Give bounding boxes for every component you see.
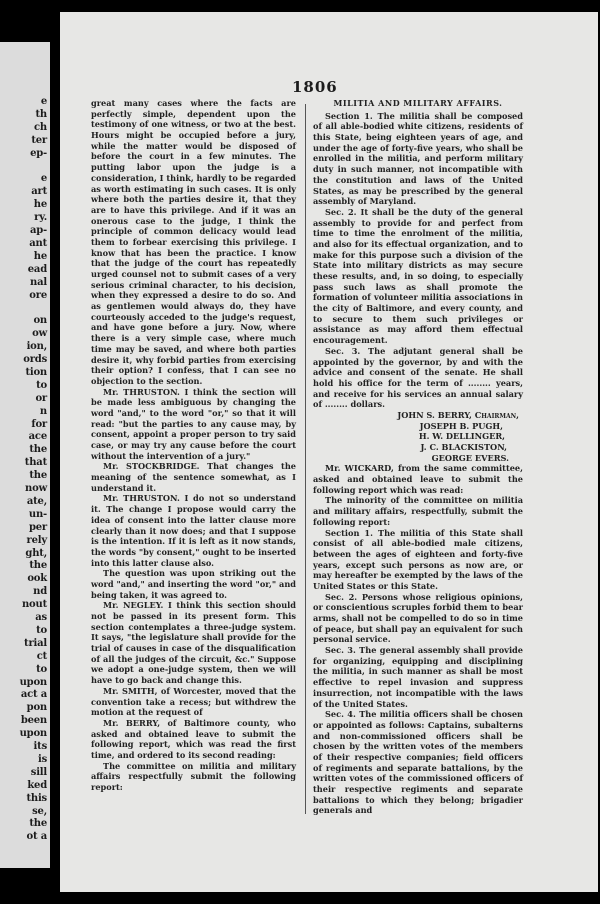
book-gutter bbox=[50, 0, 60, 904]
margin-fragment: he bbox=[33, 199, 47, 211]
column-divider bbox=[305, 104, 306, 814]
margin-fragment: the bbox=[29, 560, 47, 572]
page-number: 1806 bbox=[292, 78, 338, 96]
margin-fragment: now bbox=[25, 483, 47, 494]
right-text-column bbox=[313, 98, 523, 816]
margin-fragment: act a bbox=[20, 689, 47, 701]
paragraph: Mr. THRUSTON. I do not so understand it. The change I propose would carry the idea of consent into the latter clause more clearly than it now does; and that I suppose is the intention. If it is left as it now stands, the words "by consent," ought to be inserted into this latter clause also. bbox=[91, 493, 296, 568]
paragraph: great many cases where the facts are perfectly simple, dependent upon the testimony of one witness, or two at the best. Hours might be occupied before a jury, while the matter would be disposed of before the court in a few minutes. The putting labor upon the judge is a consideration, I think, hardly to be regarded as worth estimating in such cases. It is only where both the parties desire it, that they are to have this privilege. And if it was an onerous case to the judge, I think the principle of common delicacy would lead them to forbear exercising this privilege. I know that has been the practice. I know that the judge of the court has repeatedly urged counsel not to submit cases of a very serious criminal character, to his decision, when they expressed a desire to do so. And as gentlemen would always do, they have courteously acceded to the judge's request, and have gone before a jury. Now, where there is a very simple case, where much time may be saved, and where both parties desire it, why forbid parties from exercising their option? I confess, that I can see no objection to the section. bbox=[91, 98, 296, 386]
margin-fragment: to bbox=[36, 663, 47, 675]
margin-fragment: th bbox=[35, 108, 47, 120]
paragraph: Sec. 2. Persons whose religious opinions, or conscientious scruples forbid them to bear arms, shall not be compelled to do so in time of peace, but shall pay an equivalent for such personal service. bbox=[313, 591, 523, 645]
paragraph: Sec. 3. The adjutant general shall be appointed by the governor, by and with the advice and consent of the senate. He shall hold his office for the term of ........ years, and receive for his services an annual salary of ........ dollars. bbox=[313, 345, 523, 410]
paragraph: Mr. THRUSTON. I think the section will be made less ambiguous by changing the word "and," to the word "or," so that it will read: "but the parties to any cause may, by consent, appoint a proper person to try said case, or may try any cause before the court without the intervention of a jury." bbox=[91, 386, 296, 461]
margin-fragment: to bbox=[36, 379, 47, 391]
facing-page-edge bbox=[0, 42, 50, 868]
margin-fragment: upon bbox=[19, 676, 47, 688]
signature-line: H. W. DELLINGER, bbox=[418, 431, 505, 442]
margin-fragment: nal bbox=[30, 276, 47, 288]
margin-fragment: n bbox=[39, 405, 47, 417]
margin-fragment: art bbox=[31, 186, 47, 198]
margin-fragment: trial bbox=[24, 637, 47, 649]
margin-fragment: ked bbox=[27, 779, 47, 791]
margin-fragment: ace bbox=[28, 431, 47, 443]
margin-fragment: se, bbox=[32, 805, 47, 817]
margin-fragment: e bbox=[40, 96, 47, 107]
paragraph: Mr. STOCKBRIDGE. That changes the meaning of the sentence somewhat, as I understand it. bbox=[91, 461, 296, 493]
margin-fragment: per bbox=[28, 521, 47, 533]
margin-fragment: ant bbox=[29, 237, 47, 249]
paragraph: Section 1. The militia of this State shall consist of all able-bodied male citizens, between the ages of eighteen and forty-five years, except such persons as now are, or may hereafter be exempted by the laws of the United States or this State. bbox=[313, 527, 523, 591]
margin-fragment: ry. bbox=[34, 212, 47, 224]
margin-fragment: tion bbox=[25, 366, 47, 378]
margin-fragment: this bbox=[26, 792, 47, 804]
paragraph: Mr. BERRY, of Baltimore county, who asked and obtained leave to submit the following report, which was read the first time, and ordered to its second reading: bbox=[91, 717, 296, 760]
margin-fragment: un- bbox=[28, 508, 47, 520]
signature-line: J. C. BLACKISTON, bbox=[420, 442, 507, 452]
minority-report bbox=[313, 463, 523, 816]
paragraph: Mr. WICKARD, from the same committee, asked and obtained leave to submit the following report which was read: bbox=[313, 463, 523, 495]
paragraph: Mr. NEGLEY. I think this section should not be passed in its present form. This section contemplates a three-judge system. It says, "the legislature shall provide for the trial of causes in case of the disqualification of all the judges of the circuit, &c." Suppose we adopt a one-judge system, then we will have to go back and change this. bbox=[91, 600, 296, 686]
margin-fragment: ght, bbox=[25, 547, 47, 559]
signature-block bbox=[313, 410, 523, 463]
signature-line: GEORGE EVERS. bbox=[431, 452, 509, 463]
section-heading: MILITIA AND MILITARY AFFAIRS. bbox=[333, 98, 503, 108]
margin-fragment: the bbox=[29, 444, 47, 456]
margin-fragment: the bbox=[29, 470, 47, 482]
margin-fragment: sill bbox=[30, 766, 47, 778]
margin-fragment: he bbox=[33, 250, 47, 262]
paragraph: Sec. 3. The general assembly shall provide for organizing, equipping and disciplining the militia, in such manner as shall be most effective to repel invasion and suppress insurrection, not incompatible with the laws of the United States. bbox=[313, 645, 523, 709]
margin-fragment: ep- bbox=[30, 147, 47, 159]
margin-fragment: ot a bbox=[26, 831, 47, 843]
margin-fragment: rely bbox=[26, 534, 47, 546]
margin-fragment: as bbox=[35, 612, 47, 623]
margin-fragment: or bbox=[35, 392, 47, 404]
majority-report bbox=[313, 111, 523, 410]
margin-fragment: nd bbox=[33, 586, 47, 598]
margin-fragment: upon bbox=[19, 728, 47, 740]
margin-fragment: ords bbox=[23, 354, 47, 365]
margin-fragment: e bbox=[40, 173, 47, 185]
margin-fragment: ore bbox=[29, 289, 47, 301]
signature-line: JOSEPH B. PUGH, bbox=[419, 420, 503, 431]
paragraph: Sec. 2. It shall be the duty of the general assembly to provide for and perfect from time to time the enrolment of the militia, and also for its effectual organization, and to make for this purpose such a division of the State into military districts as may secure these results, and, in so doing, to especially pass such laws as shall promote the formation of volunteer militia associations in the city of Baltimore, and every county, and to secure to them such privileges or assistance as may afford them effectual encouragement. bbox=[313, 206, 523, 346]
margin-fragment: the bbox=[29, 818, 47, 830]
left-text-column bbox=[91, 98, 296, 793]
margin-fragment: that bbox=[24, 457, 47, 469]
margin-fragment: ion, bbox=[26, 341, 47, 353]
margin-fragment: ook bbox=[27, 573, 47, 585]
margin-fragment: ter bbox=[31, 134, 47, 146]
paragraph: Mr. SMITH, of Worcester, moved that the convention take a recess; but withdrew the motion at the request of bbox=[91, 685, 296, 718]
paragraph: Sec. 4. The militia officers shall be chosen or appointed as follows: Captains, subalterns and non-commissioned officers shall be chosen by the written votes of the members of their respective companies; field officers of regiments and separate battalions, by the written votes of the commissioned officers of their respective regiments and separate battalions to which they belong; brigadier generals and bbox=[313, 709, 523, 816]
margin-fragment: its bbox=[33, 741, 47, 752]
margin-fragment: for bbox=[31, 418, 47, 430]
margin-fragment: ap- bbox=[29, 225, 47, 236]
paragraph: The minority of the committee on militia and military affairs, respectfully, submit the following report: bbox=[313, 495, 523, 527]
margin-fragment: pon bbox=[26, 702, 47, 714]
margin-fragment: is bbox=[37, 753, 47, 765]
margin-fragment: ead bbox=[27, 263, 47, 275]
margin-fragment: been bbox=[20, 715, 47, 727]
margin-fragment: ch bbox=[34, 121, 47, 133]
margin-fragment: to bbox=[36, 624, 47, 636]
margin-fragment: nout bbox=[21, 599, 47, 611]
signature-line: JOHN S. BERRY, Chairman, bbox=[397, 409, 519, 420]
paragraph: Section 1. The militia shall be composed of all able-bodied white citizens, residents of this State, being eighteen years of age, and under the age of forty-five years, who shall be enrolled in the militia, and perform military duty in such manner, not incompatible with the constitution and laws of the United States, as may be prescribed by the general assembly of Maryland. bbox=[313, 110, 523, 207]
margin-fragment: on bbox=[33, 315, 47, 327]
margin-fragment: ct bbox=[36, 650, 47, 662]
paragraph: The committee on militia and military affairs respectfully submit the following report: bbox=[91, 760, 296, 792]
margin-fragment: ow bbox=[32, 328, 47, 340]
margin-fragment: ate, bbox=[26, 495, 47, 507]
paragraph: The question was upon striking out the word "and," and inserting the word "or," and being taken, it was agreed to. bbox=[91, 568, 296, 600]
